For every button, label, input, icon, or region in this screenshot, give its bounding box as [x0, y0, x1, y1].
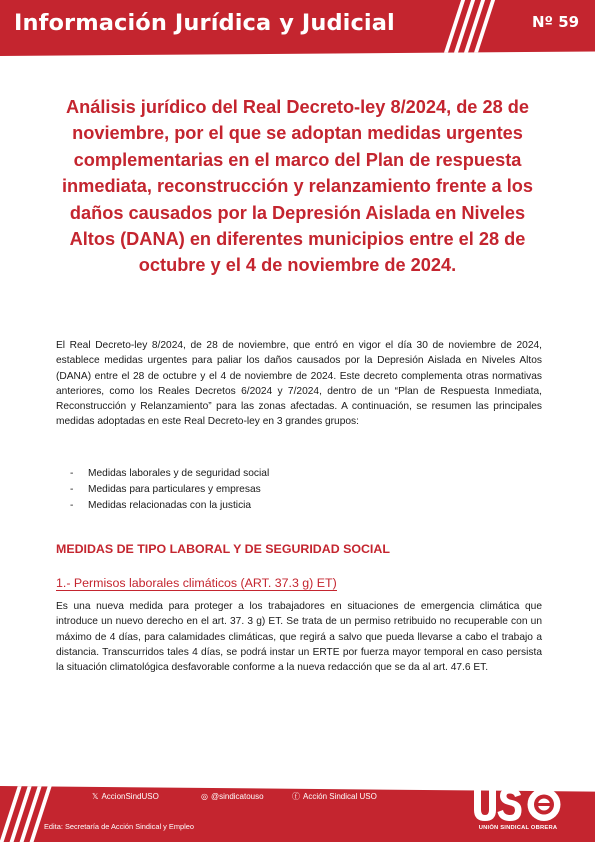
publication-title: Información Jurídica y Judicial	[14, 10, 395, 36]
measures-list	[70, 466, 269, 514]
list-item	[70, 498, 269, 514]
social-handle: AccionSindUSO	[101, 792, 159, 801]
bullet-marker: -	[70, 483, 74, 495]
social-handle: @sindicatouso	[210, 792, 264, 801]
bullet-marker: -	[70, 468, 74, 479]
social-facebook[interactable]	[292, 792, 377, 801]
social-instagram[interactable]	[201, 792, 264, 801]
list-item-label: Medidas laborales y de seguridad social	[88, 468, 270, 479]
uso-logo-caption: UNIÓN SINDICAL OBRERA	[478, 825, 558, 831]
bullet-marker: -	[70, 499, 74, 511]
list-item	[70, 482, 269, 498]
facebook-icon: ⓕ	[292, 791, 300, 801]
uso-logo	[470, 786, 566, 836]
header-stripe	[473, 0, 495, 56]
social-handle: Acción Sindical USO	[303, 792, 377, 801]
issue-number: Nº 59	[532, 13, 580, 31]
instagram-icon: ◎	[201, 791, 208, 801]
social-x[interactable]	[92, 792, 159, 801]
section-heading: MEDIDAS DE TIPO LABORAL Y DE SEGURIDAD SOCIAL	[56, 542, 390, 556]
x-icon: 𝕏	[92, 791, 99, 801]
subsection-paragraph: Es una nueva medida para proteger a los trabajadores en situaciones de emergencia climática que introduce un nuevo derecho en el art. 37. 3 g) ET. Se trata de un permiso retribuido no recuperable con un máximo de 4 días, para calamidades climáticas, que regirá a salvo que pueda llevarse a cabo el trabajo a distancia. Transcurridos tales 4 días, se podrá instar un ERTE por fuerza mayor temporal en caso persista la situación climatológica desfavorable conforme a la nueva redacción que se da al art. 47.6 ET.	[56, 601, 542, 674]
subsection-heading: 1.- Permisos laborales climáticos (ART. 37.3 g) ET)	[56, 576, 337, 590]
list-item-label: Medidas relacionadas con la justicia	[88, 499, 252, 511]
document-title: Análisis jurídico del Real Decreto-ley 8/2024, de 28 de noviembre, por el que se adoptan medidas urgentes complementarias en el marco del Plan de respuesta inmediata, reconstrucción y relanzamiento frente a los daños causados por la Depresión Aislada en Niveles Altos (DANA) en diferentes municipios entre el 28 de octubre y el 4 de noviembre de 2024.	[62, 97, 533, 276]
publisher-credit: Edita: Secretaría de Acción Sindical y Empleo	[44, 822, 194, 831]
list-item	[70, 466, 269, 482]
uso-logo-mark	[470, 786, 566, 824]
intro-paragraph: El Real Decreto-ley 8/2024, de 28 de noviembre, que entró en vigor el día 30 de noviembre de 2024, establece medidas urgentes para paliar los daños causados por la Depresión Aislada en Niveles Altos (DANA) entre el 28 de octubre y el 4 de noviembre de 2024. Este decreto complementa otras normativas anteriores, como los Reales Decretos 6/2024 y 7/2024, dentro de un “Plan de Respuesta Inmediata, Reconstrucción y Relanzamiento” para las zonas afectadas. A continuación, se resumen las principales medidas adoptadas en este Real Decreto-ley en 3 grandes grupos:	[56, 340, 542, 428]
list-item-label: Medidas para particulares y empresas	[88, 483, 261, 495]
